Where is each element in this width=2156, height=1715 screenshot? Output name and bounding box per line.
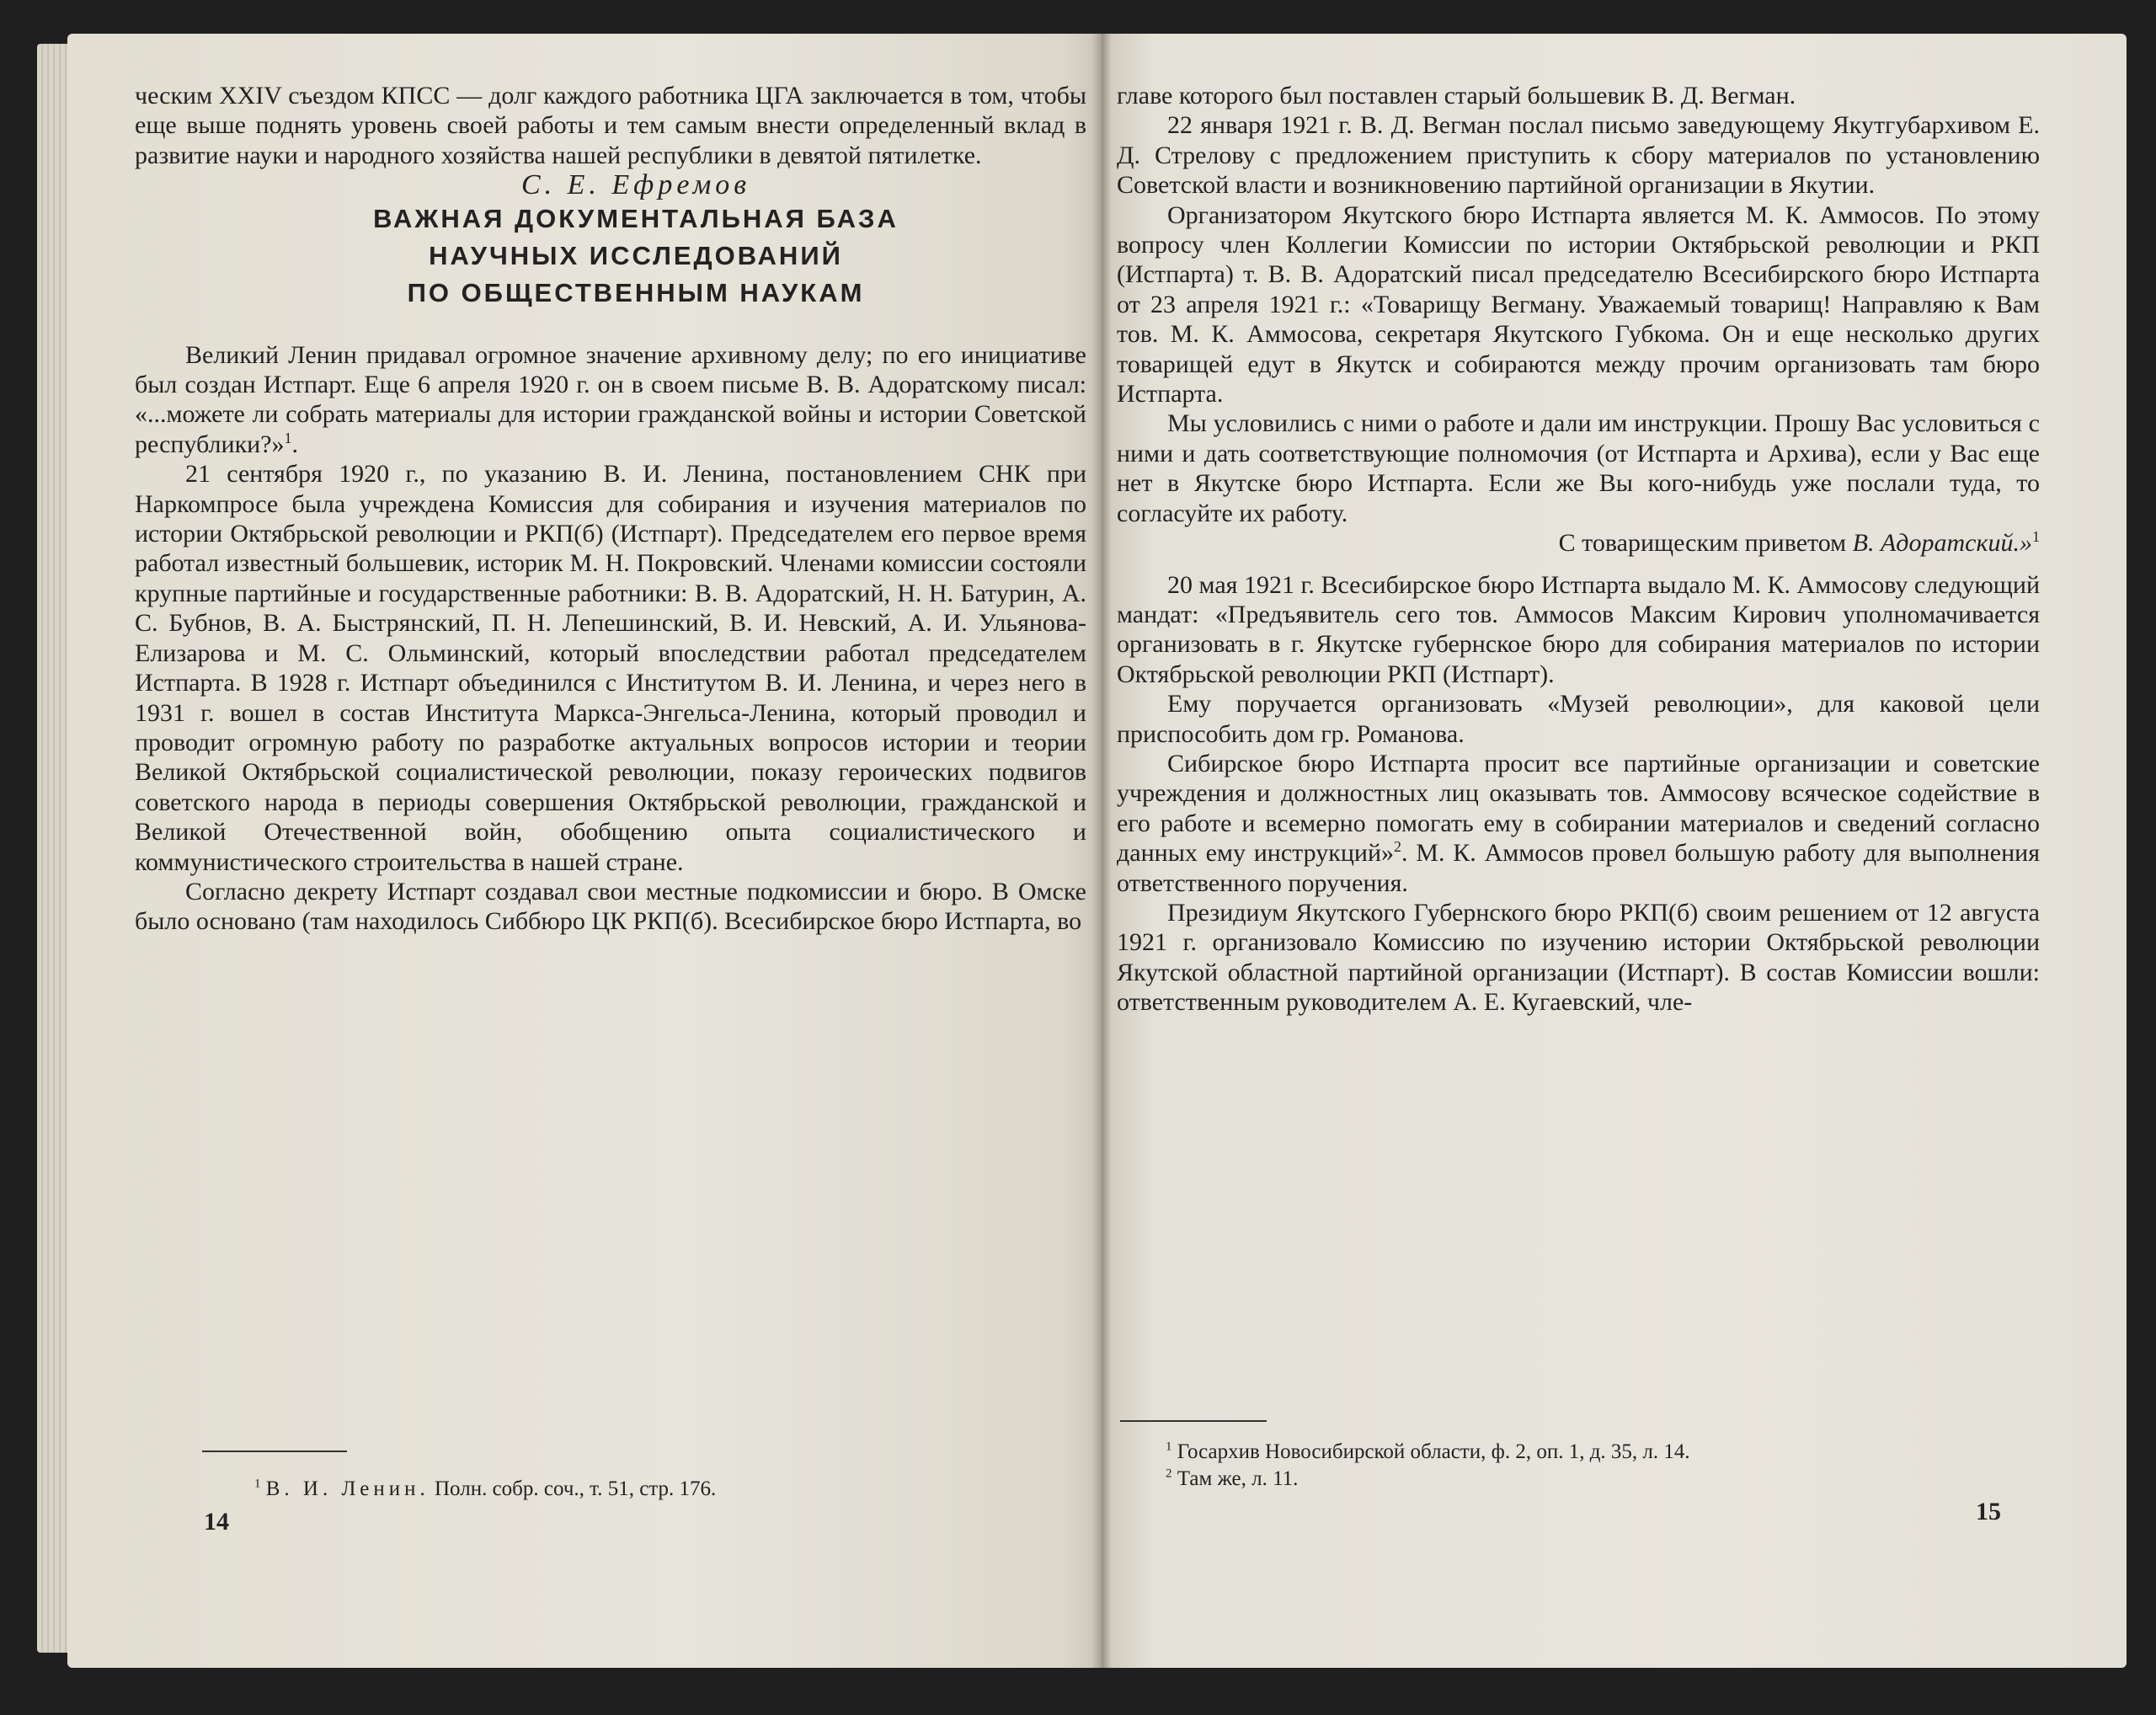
body-paragraph: главе которого был поставлен старый большевик В. Д. Вегман. (1117, 82, 1796, 110)
body-paragraph: Согласно декрету Истпарт создавал свои местные подкомиссии и бюро. В Омске было основано (там находилось Сиббюро ЦК РКП(б). Всесибирское бюро Истпарта, во (135, 877, 1086, 936)
footnote-mark: 1 (1166, 1440, 1172, 1454)
signoff-prefix: С товарищеским приветом (1558, 529, 1847, 558)
book-gutter (1091, 34, 1112, 1668)
footnote-item (1166, 1439, 2008, 1466)
intro-paragraph: ческим XXIV съездом КПСС — долг каждого работника ЦГА заключается в том, чтобы еще выше поднять уровень своей работы и тем самым внести определенный вклад в развитие науки и народного хозяйства нашей республики в девятой пятилетке. (135, 82, 1086, 169)
right-footnotes (1166, 1439, 2008, 1493)
title-line: ВАЖНАЯ ДОКУМЕНТАЛЬНАЯ БАЗА (373, 203, 899, 233)
footnote-ref: 1 (2032, 528, 2040, 546)
footnote-rule (202, 1451, 347, 1452)
left-page-text (135, 81, 1086, 937)
footnote-item (254, 1476, 1012, 1503)
left-footnote (254, 1476, 1012, 1503)
body-paragraph: Ему поручается организовать «Музей революции», для каковой цели приспособить дом гр. Романова. (1117, 690, 2040, 748)
body-paragraph: 21 сентября 1920 г., по указанию В. И. Ленина, постановлением СНК при Наркомпросе была учреждена Комиссия для собирания и изучения материалов по истории Октябрьской революции и РКП(б) (Истпарт). Председателем его первое время работал известный большевик, историк М. Н. Покровский. Членами комиссии состояли крупные партийные и государственные работники: В. В. Адоратский, Н. Н. Батурин, А. С. Бубнов, В. А. Быстрянский, П. Н. Лепешинский, В. И. Невский, А. И. Ульянова-Елизарова и М. С. Ольминский, который впоследствии работал председателем Истпарта. В 1928 г. Истпарт объединился с Институтом В. И. Ленина, и через него в 1931 г. вошел в состав Института Маркса-Энгельса-Ленина, который проводил и проводит огромную работу по разработке актуальных вопросов истории и теории Великой Октябрьской социалистической революции, показу героических подвигов советского народа в периоды совершения Октябрьской революции, гражданской и Великой Отечественной войн, обобщению опыта социалистического и коммунистического строительства в нашей стране. (135, 460, 1086, 876)
footnote-author: В. И. Ленин. (265, 1477, 430, 1500)
article-author: С. Е. Ефремов (520, 169, 751, 201)
paragraph-text: Великий Ленин придавал огромное значение архивному делу; по его инициативе был создан Истпарт. Еще 6 апреля 1920 г. он в своем письме В. В. Адоратскому писал: «...можете ли собрать материалы для истории гражданской войны и истории Советской республики?» (135, 340, 1086, 458)
body-paragraph: Президиум Якутского Губернского бюро РКП(б) своим решением от 12 августа 1921 г. организовало Комиссию по изучению истории Октябрьской революции Якутской областной партийной организации (Истпарт). В состав Комиссии вошли: ответственным руководителем А. Е. Кугаевский, чле- (1117, 898, 2040, 1017)
article-title (135, 200, 1086, 312)
footnote-text: Полн. собр. соч., т. 51, стр. 176. (435, 1477, 717, 1500)
body-paragraph: 20 мая 1921 г. Всесибирское бюро Истпарта выдало М. К. Аммосову следующий мандат: «Предъявитель сего тов. Аммосов Максим Кирович уполномачивается организовать в г. Якутске губернское бюро для собирания материалов по истории Октябрьской революции РКП (Истпарт). (1117, 570, 2040, 688)
letter-signoff (1117, 528, 2040, 558)
title-line: НАУЧНЫХ ИССЛЕДОВАНИЙ (429, 240, 843, 270)
footnote-mark: 1 (254, 1477, 261, 1491)
footnote-item (1166, 1466, 2008, 1493)
body-paragraph: Великий Ленин придавал огромное значение архивному делу; по его инициативе был создан Истпарт. Еще 6 апреля 1920 г. он в своем письме В. В. Адоратскому писал: «...можете ли собрать материалы для истории гражданской войны и истории Советской республики?»$^1$. (135, 340, 1086, 458)
body-paragraph (1117, 749, 2040, 898)
page-number-right: 15 (1976, 1498, 2001, 1525)
title-line: ПО ОБЩЕСТВЕННЫМ НАУКАМ (407, 277, 865, 307)
paragraph-text: Сибирское бюро Истпарта просит все партийные организации и советские учреждения и должностных лиц оказывать тов. Аммосову всяческое содействие в его работе и всемерно помогать ему в собирании материалов и сведений согласно данных ему инструкций» (1117, 749, 2040, 868)
footnote-text: Там же, л. 11. (1177, 1467, 1299, 1490)
footnote-rule (1120, 1420, 1267, 1422)
right-page-text (1117, 81, 2040, 1018)
body-paragraph: 22 января 1921 г. В. Д. Вегман послал письмо заведующему Якутгубархивом Е. Д. Стрелову с предложением приступить к сбору материалов по установлению Советской власти и возникновению партийной организации в Якутии. (1117, 111, 2040, 200)
footnote-ref: 2 (1394, 838, 1401, 856)
page-number-left: 14 (204, 1508, 229, 1536)
footnote-mark: 2 (1166, 1467, 1172, 1481)
paragraph-text: . М. К. Аммосов провел большую работу для выполнения ответственного поручения. (1117, 839, 2040, 897)
body-paragraph: Организатором Якутского бюро Истпарта является М. К. Аммосов. По этому вопросу член Коллегии Комиссии по истории Октябрьской революции и РКП (Истпарта) т. В. В. Адоратский писал председателю Всесибирского бюро Истпарта от 23 апреля 1921 г.: «Товарищу Вегману. Уважаемый товарищ! Направляю к Вам тов. М. К. Аммосова, секретаря Якутского Губкома. Он и еще несколько других товарищей едут в Якутск и собираются между прочим организовать там бюро Истпарта. (1117, 200, 2040, 409)
footnote-text: Госархив Новосибирской области, ф. 2, оп. 1, д. 35, л. 14. (1177, 1440, 1690, 1463)
body-paragraph: Мы условились с ними о работе и дали им инструкции. Прошу Вас условиться с ними и дать соответствующие полномочия (от Истпарта и Архива), если у Вас еще нет в Якутске бюро Истпарта. Если же Вы кого-нибудь уже послали туда, то согласуйте их работу. (1117, 409, 2040, 527)
footnote-ref: 1 (284, 429, 292, 446)
signoff-name: В. Адоратский.» (1852, 529, 2032, 558)
